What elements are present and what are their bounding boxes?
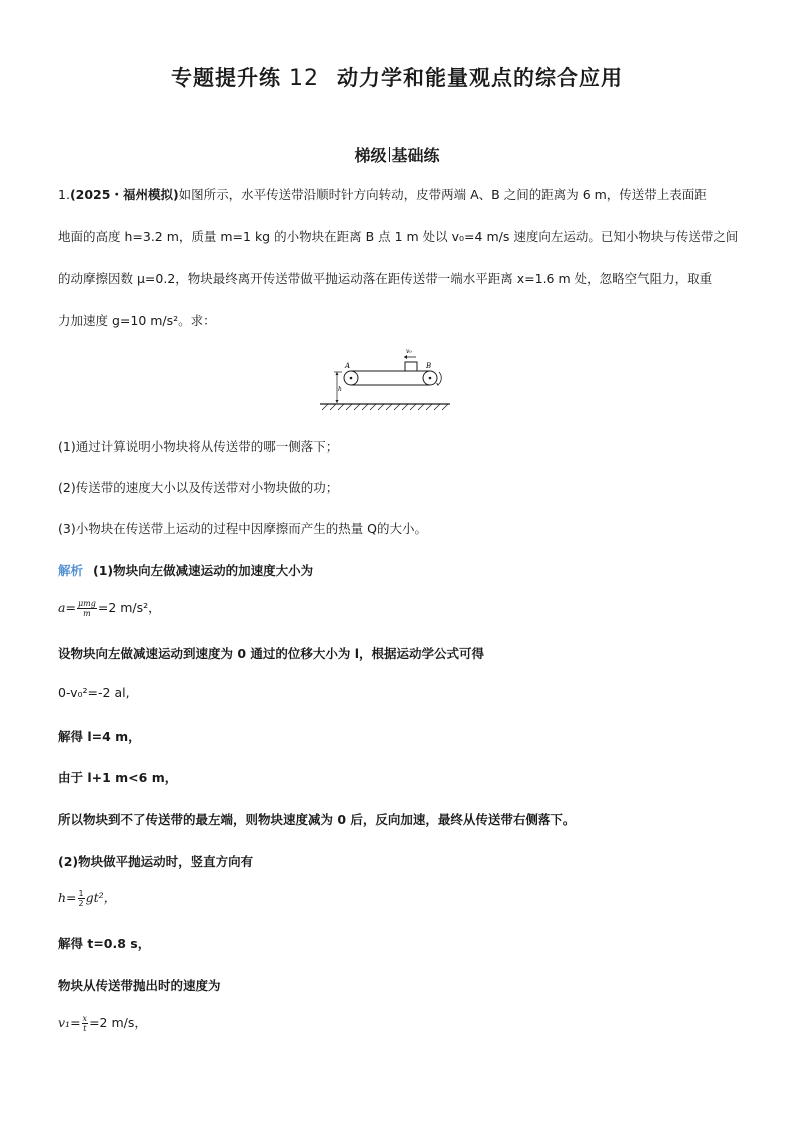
formula-a-fraction — [77, 599, 97, 618]
formula-h-rhs: gt²， — [85, 890, 117, 905]
label-a: A — [345, 362, 351, 370]
title-main: 动力学和能量观点的综合应用 — [337, 66, 623, 90]
label-v0: v₀ — [406, 348, 412, 355]
solution-line-7: 所以物块到不了传送带的最左端，则物块速度减为 0 后，反向加速，最终从传送带右侧落下。 — [58, 812, 576, 827]
page-title — [0, 62, 794, 92]
formula-a-rhs: =2 m/s²， — [97, 600, 161, 615]
solution-line-4: 0-v₀²=-2 al, — [58, 685, 130, 700]
formula-v-fraction — [82, 1014, 89, 1033]
solution-line-8: (2)物块做平抛运动时，竖直方向有 — [58, 854, 254, 869]
solution-line-12 — [58, 1013, 748, 1033]
formula-v-rhs: =2 m/s， — [89, 1015, 147, 1030]
formula-v-lhs: v₁= — [58, 1015, 81, 1030]
formula-h-lhs: h= — [58, 890, 77, 905]
problem-line-1 — [58, 185, 748, 203]
label-h: h — [338, 386, 342, 393]
solution-line-5: 解得 l=4 m， — [58, 729, 141, 744]
block — [405, 362, 417, 371]
fraction-numerator: 1 — [78, 889, 84, 898]
solution-line-11: 物块从传送带抛出时的速度为 — [58, 978, 221, 993]
section-heading — [0, 143, 794, 166]
solution-tag: 解析 — [58, 563, 84, 578]
section-right: 基础练 — [391, 146, 440, 165]
problem-text-1: 如图所示，水平传送带沿顺时针方向转动，皮带两端 A、B 之间的距离为 6 m，传送带上表面距 — [178, 187, 707, 202]
solution-text-1: (1)物块向左做减速运动的加速度大小为 — [93, 563, 314, 578]
question-2: (2)传送带的速度大小以及传送带对小物块做的功； — [58, 480, 339, 495]
question-1: (1)通过计算说明小物块将从传送带的哪一侧落下； — [58, 439, 339, 454]
problem-line-2: 地面的高度 h=3.2 m，质量 m=1 kg 的小物块在距离 B 点 1 m 处以 v₀=4 m/s 速度向左运动。已知小物块与传送带之间 — [58, 229, 739, 244]
title-number: 12 — [289, 66, 319, 91]
problem-line-3: 的动摩擦因数 μ=0.2，物块最终离开传送带做平抛运动落在距传送带一端水平距离 x=1.6 m 处，忽略空气阻力，取重 — [58, 271, 713, 286]
solution-line-2 — [58, 598, 748, 618]
fraction-numerator: x — [82, 1014, 88, 1023]
solution-line-1 — [58, 561, 748, 579]
fraction-denominator: t — [83, 1024, 87, 1033]
formula-h-fraction — [78, 889, 85, 908]
solution-line-3: 设物块向左做减速运动到速度为 0 通过的位移大小为 l，根据运动学公式可得 — [58, 646, 485, 661]
fraction-denominator: m — [83, 609, 91, 618]
ground-hatching — [322, 404, 448, 410]
label-b: B — [426, 362, 432, 370]
fraction-numerator: μmg — [77, 599, 96, 608]
title-prefix: 专题提升练 — [171, 66, 281, 90]
section-divider — [389, 147, 390, 162]
problem-source: (2025・福州模拟) — [69, 187, 179, 202]
formula-a-lhs: a= — [58, 600, 76, 615]
problem-line-4: 力加速度 g=10 m/s²。求： — [58, 313, 216, 328]
section-left: 梯级 — [354, 146, 387, 165]
question-3: (3)小物块在传送带上运动的过程中因摩擦而产生的热量 Q的大小。 — [58, 521, 428, 536]
solution-line-9 — [58, 888, 748, 908]
conveyor-belt-figure — [320, 346, 450, 412]
rotation-arrow — [439, 372, 441, 384]
problem-number: 1. — [58, 187, 70, 202]
fraction-denominator: 2 — [78, 899, 84, 908]
solution-line-6: 由于 l+1 m<6 m， — [58, 770, 178, 785]
solution-line-10: 解得 t=0.8 s， — [58, 936, 151, 951]
